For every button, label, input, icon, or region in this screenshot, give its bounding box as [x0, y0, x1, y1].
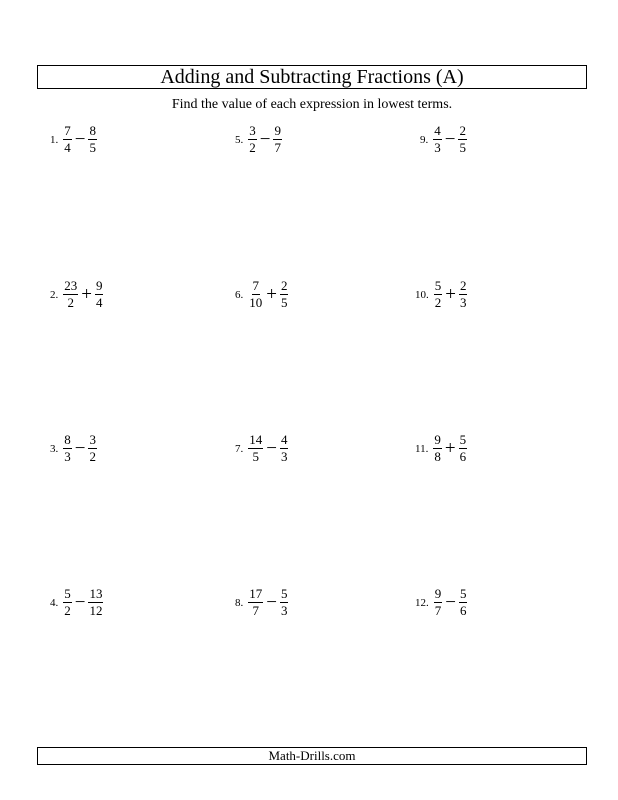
problem-10: [415, 279, 467, 310]
numerator: 5: [434, 278, 442, 293]
problem-3: [50, 433, 97, 464]
operator: −: [266, 438, 277, 459]
operator: −: [74, 438, 86, 459]
footer: Math-Drills.com: [37, 747, 587, 765]
denominator: 7: [274, 140, 281, 155]
denominator: 5: [459, 140, 466, 155]
numerator: 13: [89, 586, 103, 601]
denominator: 7: [434, 603, 442, 618]
problem-11: [415, 433, 467, 464]
denominator: 3: [280, 449, 288, 464]
denominator: 2: [89, 449, 96, 464]
problem-number: 3.: [50, 442, 59, 455]
fraction-a: [248, 279, 263, 310]
fraction-a: [248, 124, 257, 155]
denominator: 12: [89, 603, 103, 618]
fraction-a: [434, 587, 443, 618]
fraction-b: [280, 433, 289, 464]
numerator: 7: [252, 278, 259, 293]
operator: −: [266, 592, 277, 613]
fraction-a: [248, 433, 263, 464]
numerator: 3: [249, 123, 256, 138]
problem-number: 12.: [415, 596, 429, 609]
fraction-b: [459, 587, 468, 618]
numerator: 9: [274, 123, 281, 138]
worksheet-title: Adding and Subtracting Fractions (A): [37, 65, 587, 89]
denominator: 2: [434, 295, 442, 310]
problem-number: 7.: [235, 442, 244, 455]
denominator: 4: [95, 295, 103, 310]
problem-number: 5.: [235, 133, 244, 146]
operator: −: [445, 592, 456, 613]
fraction-a: [63, 279, 78, 310]
numerator: 23: [64, 278, 78, 293]
denominator: 4: [64, 140, 71, 155]
numerator: 9: [434, 586, 442, 601]
problem-9: [420, 124, 467, 155]
fraction-b: [88, 587, 103, 618]
fraction-a: [433, 433, 442, 464]
problem-number: 11.: [415, 442, 429, 455]
fraction-a: [433, 124, 442, 155]
fraction-b: [95, 279, 104, 310]
problem-7: [235, 433, 288, 464]
denominator: 10: [249, 295, 263, 310]
numerator: 2: [280, 278, 288, 293]
operator: −: [259, 129, 271, 150]
numerator: 4: [280, 432, 288, 447]
denominator: 3: [459, 295, 467, 310]
problem-1: [50, 124, 97, 155]
operator: −: [74, 129, 86, 150]
numerator: 8: [89, 123, 96, 138]
problem-6: [235, 279, 288, 310]
fraction-a: [248, 587, 263, 618]
problem-number: 1.: [50, 133, 59, 146]
denominator: 5: [280, 295, 288, 310]
fraction-b: [458, 124, 467, 155]
denominator: 6: [459, 603, 467, 618]
numerator: 9: [434, 432, 441, 447]
fraction-b: [459, 279, 468, 310]
operator: +: [81, 284, 92, 305]
fraction-a: [434, 279, 443, 310]
fraction-b: [280, 279, 289, 310]
fraction-b: [88, 433, 97, 464]
numerator: 14: [249, 432, 263, 447]
fraction-a: [63, 124, 72, 155]
numerator: 5: [459, 586, 467, 601]
problem-number: 9.: [420, 133, 429, 146]
fraction-b: [280, 587, 289, 618]
denominator: 3: [280, 603, 288, 618]
fraction-a: [63, 587, 72, 618]
operator: +: [444, 438, 456, 459]
denominator: 5: [89, 140, 96, 155]
numerator: 9: [95, 278, 103, 293]
operator: −: [444, 129, 456, 150]
operator: +: [266, 284, 277, 305]
numerator: 5: [64, 586, 71, 601]
fraction-b: [273, 124, 282, 155]
numerator: 8: [64, 432, 71, 447]
problem-12: [415, 587, 467, 618]
denominator: 8: [434, 449, 441, 464]
problem-number: 10.: [415, 288, 429, 301]
instructions: Find the value of each expression in lowest terms.: [171, 97, 453, 112]
numerator: 3: [89, 432, 96, 447]
problem-4: [50, 587, 103, 618]
problem-2: [50, 279, 103, 310]
numerator: 5: [280, 586, 288, 601]
denominator: 2: [64, 603, 71, 618]
denominator: 2: [67, 295, 74, 310]
numerator: 17: [249, 586, 263, 601]
numerator: 2: [459, 123, 466, 138]
fraction-b: [88, 124, 97, 155]
problem-number: 8.: [235, 596, 244, 609]
denominator: 3: [434, 140, 441, 155]
numerator: 7: [64, 123, 71, 138]
problem-8: [235, 587, 288, 618]
denominator: 7: [252, 603, 259, 618]
problem-number: 2.: [50, 288, 59, 301]
denominator: 6: [459, 449, 467, 464]
problem-number: 4.: [50, 596, 59, 609]
denominator: 3: [64, 449, 71, 464]
denominator: 2: [249, 140, 256, 155]
numerator: 5: [459, 432, 467, 447]
denominator: 5: [252, 449, 259, 464]
problem-5: [235, 124, 282, 155]
fraction-b: [459, 433, 468, 464]
numerator: 2: [459, 278, 467, 293]
numerator: 4: [434, 123, 441, 138]
operator: +: [445, 284, 456, 305]
problem-number: 6.: [235, 288, 244, 301]
operator: −: [74, 592, 86, 613]
fraction-a: [63, 433, 72, 464]
